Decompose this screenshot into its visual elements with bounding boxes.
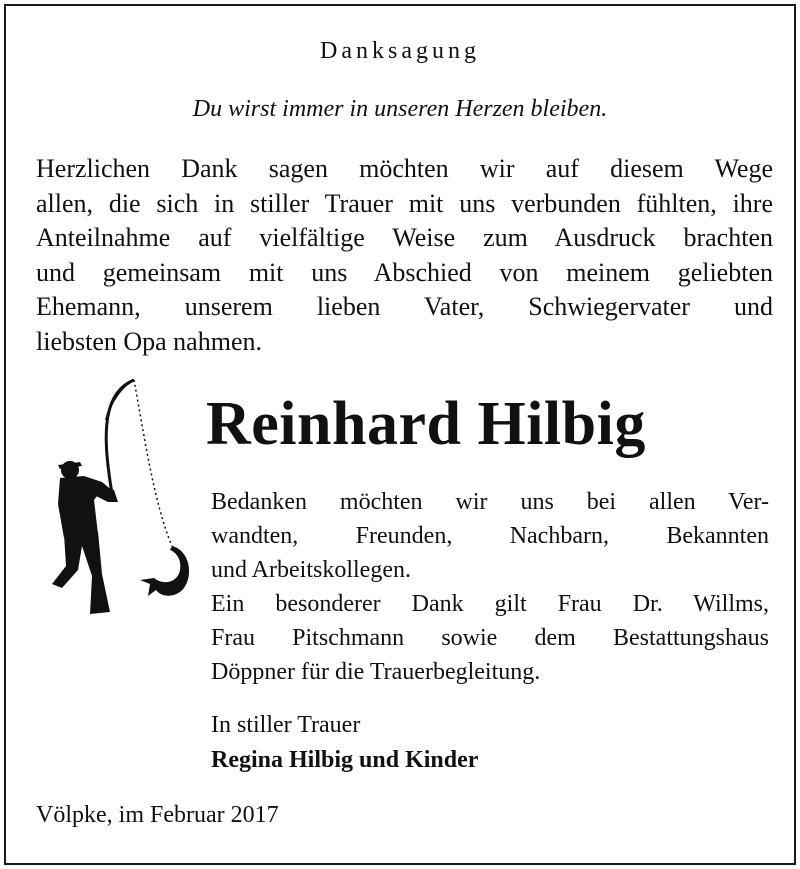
thanks-line: Frau Pitschmann sowie dem Bestattungshaus — [211, 625, 769, 651]
intro-paragraph — [36, 152, 773, 359]
intro-line: Anteilnahme auf vielfältige Weise zum Ausdruck brachten — [36, 223, 773, 252]
thanks-line: Bedanken möchten wir uns bei allen Ver- — [211, 489, 769, 515]
intro-line: Ehemann, unserem lieben Vater, Schwiegervater und — [36, 292, 773, 321]
intro-line: und gemeinsam mit uns Abschied von meinem geliebten — [36, 257, 773, 287]
signoff-names: Regina Hilbig und Kinder — [211, 747, 479, 773]
intro-line: allen, die sich in stiller Trauer mit uns verbunden fühlten, ihre — [36, 188, 773, 218]
thanks-line: Ein besonderer Dank gilt Frau Dr. Willms, — [211, 591, 769, 617]
fisherman-silhouette-icon — [44, 374, 204, 619]
thanks-line: wandten, Freunden, Nachbarn, Bekannten — [211, 523, 769, 549]
heading: Danksagung — [320, 38, 480, 64]
deceased-name: Reinhard Hilbig — [206, 390, 646, 458]
intro-line: liebsten Opa nahmen. — [36, 326, 262, 356]
thanks-line: Döppner für die Trauerbegleitung. — [211, 659, 541, 685]
obituary-card — [4, 4, 796, 865]
intro-line: Herzlichen Dank sagen möchten wir auf diesem Wege — [36, 154, 773, 183]
place-date: Völpke, im Februar 2017 — [36, 802, 279, 828]
motto: Du wirst immer in unseren Herzen bleiben. — [192, 96, 608, 122]
thanks-line: und Arbeitskollegen. — [211, 557, 411, 583]
thanks-paragraph — [211, 485, 769, 689]
signoff-label: In stiller Trauer — [211, 712, 361, 738]
